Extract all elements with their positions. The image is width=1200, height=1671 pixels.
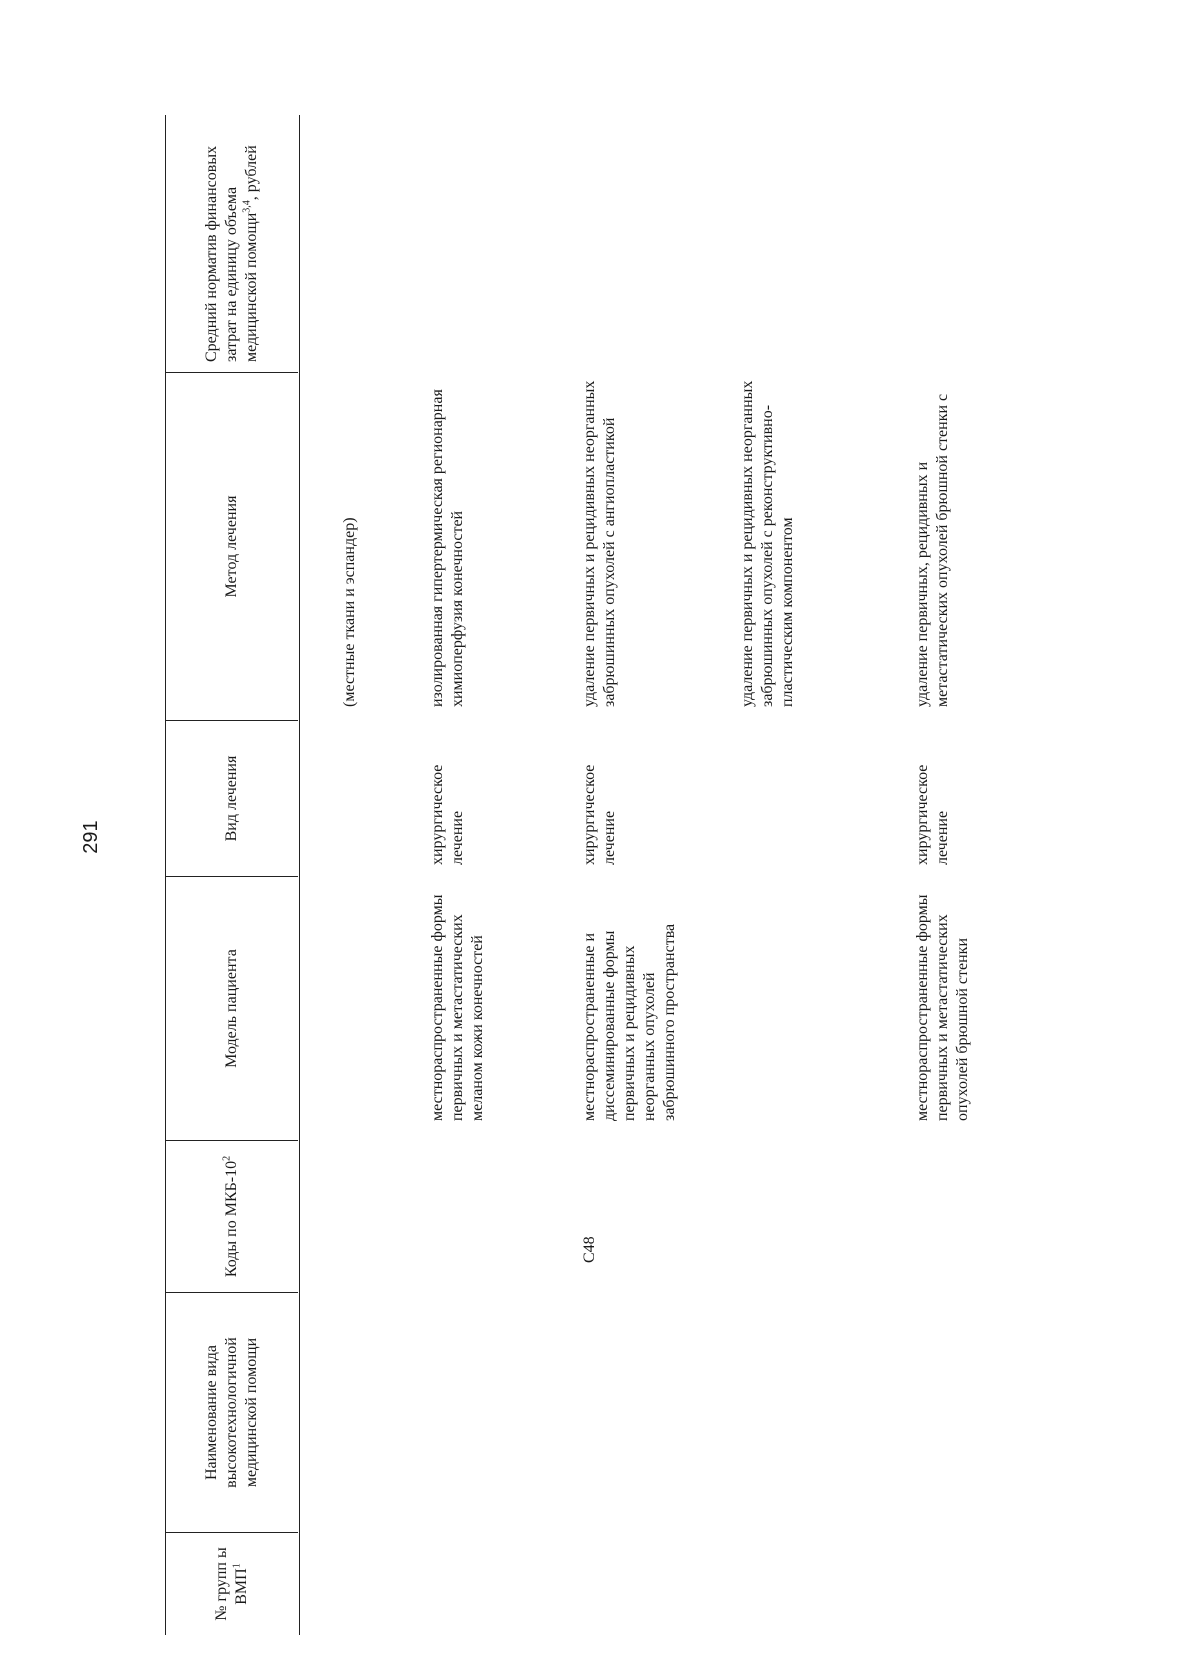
row-4-patient-model: местнораспространенные формы первичных и метастатических опухолей брюшной стенки [914, 894, 971, 1121]
rotated-table [165, 115, 1200, 1635]
row-2-patient-model: местнораспространенные и диссеминированные формы первичных и рецидивных неорганных опухолей забрюшинного пространства [581, 923, 678, 1121]
row-3-treatment-method: удаление первичных и рецидивных неорганных забрюшинных опухолей с реконструктивно-пластическим компонентом [739, 380, 796, 707]
page-number: 291 [80, 820, 102, 854]
header-cost-standard: Средний норматив финансовых затрат на единицу объема медицинской помощи$^{3,4}$, рублей [166, 115, 298, 373]
row-1-treatment-method: изолированная гипертермическая регионарная химиоперфузия конечностей [429, 389, 466, 707]
header-group-number: № групп ы ВМП$^1$ [213, 1547, 250, 1621]
header-care-type-name: Наименование вида высокотехнологичной медицинской помощи [166, 1293, 298, 1533]
method-continuation: (местные ткани и эспандер) [341, 517, 358, 707]
header-treatment-method: Метод лечения [166, 373, 298, 721]
header-treatment-type: Вид лечения [166, 721, 298, 877]
row-2-treatment-type: хирургическое лечение [581, 764, 618, 865]
row-1-treatment-type: хирургическое лечение [429, 764, 466, 865]
row-4-treatment-type: хирургическое лечение [914, 764, 951, 865]
row-2-treatment-method: удаление первичных и рецидивных неорганных забрюшинных опухолей с ангиопластикой [581, 380, 618, 707]
row-1-patient-model: местнораспространенные формы первичных и метастатических меланом кожи конечностей [429, 894, 486, 1121]
header-patient-model: Модель пациента [166, 877, 298, 1141]
table-header [165, 115, 300, 1635]
row-2-icd-code: C48 [581, 1236, 598, 1263]
header-icd-codes: Коды по МКБ-$10^2$ [166, 1141, 298, 1293]
row-4-treatment-method: удаление первичных, рецидивных и метастатических опухолей брюшной стенки с [914, 393, 951, 707]
